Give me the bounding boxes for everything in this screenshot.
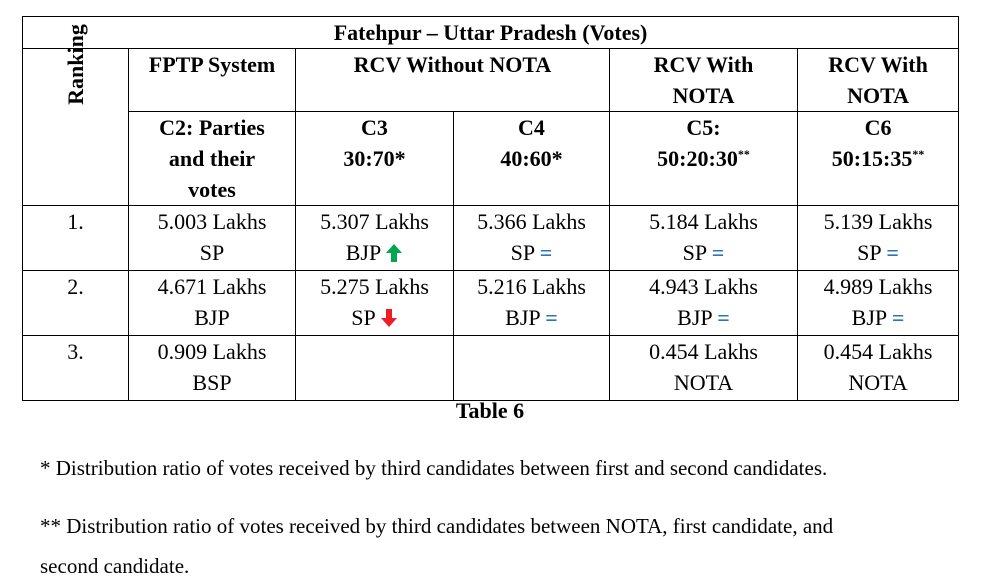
c6-cell: 0.454 Lakhs NOTA [798,336,959,401]
c5-cell: 0.454 Lakhs NOTA [610,336,798,401]
equal-icon: = [539,240,553,265]
c6-cell: 5.139 Lakhs SP = [798,206,959,271]
c4-cell: 5.366 Lakhs SP = [454,206,610,271]
c5-subheader: C5: 50:20:30** [610,112,798,206]
ranking-label: Ranking [63,24,88,105]
c2-cell: 0.909 Lakhs BSP [129,336,296,401]
arrow-up-icon [385,243,403,263]
table-caption: Table 6 [455,398,525,423]
results-table [22,16,959,401]
footnote-single-asterisk: * Distribution ratio of votes received by third candidates between first and second candidates. [40,456,828,480]
equal-icon: = [545,305,558,330]
c2-cell: 5.003 Lakhs SP [129,206,296,271]
c3-cell: 5.307 Lakhs BJP [296,206,454,271]
c2-cell: 4.671 Lakhs BJP [129,271,296,336]
c6-cell: 4.989 Lakhs BJP = [798,271,959,336]
table-title: Fatehpur – Uttar Pradesh (Votes) [23,17,959,49]
c3-subheader: C3 30:70* [296,112,454,206]
c6-subheader: C6 50:15:35** [798,112,959,206]
equal-icon: = [891,305,905,330]
c4-cell: 5.216 Lakhs BJP = [454,271,610,336]
c5-cell: 5.184 Lakhs SP = [610,206,798,271]
c3-cell-empty [296,336,454,401]
rcv-without-nota-header: RCV Without NOTA [296,49,610,112]
c5-cell: 4.943 Lakhs BJP = [610,271,798,336]
table-row [23,336,959,401]
c4-cell-empty [454,336,610,401]
rank-cell: 1. [23,206,129,271]
c4-subheader: C4 40:60* [454,112,610,206]
rank-cell: 3. [23,336,129,401]
rank-cell: 2. [23,271,129,336]
footnote-double-asterisk: ** Distribution ratio of votes received by third candidates between NOTA, first candidate, and second candidate. [40,514,834,578]
c2-subheader: C2: Parties and their votes [129,112,296,206]
fptp-header: FPTP System [129,49,296,112]
table-row [23,271,959,336]
rcv-with-nota-header-1: RCV With NOTA [610,49,798,112]
table-row [23,206,959,271]
equal-icon: = [717,305,730,330]
rcv-with-nota-header-2: RCV With NOTA [798,49,959,112]
arrow-down-icon [380,308,398,328]
ranking-header [23,24,129,206]
equal-icon: = [711,240,725,265]
c3-cell: 5.275 Lakhs SP [296,271,454,336]
equal-icon: = [886,240,899,265]
